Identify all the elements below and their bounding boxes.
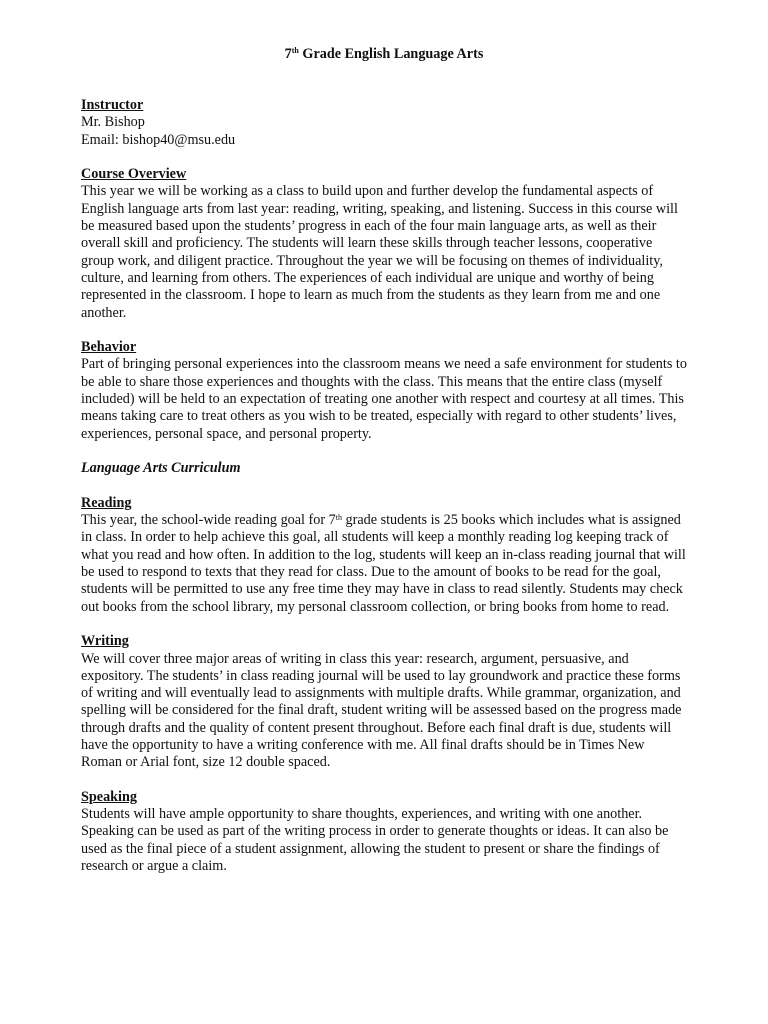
course-overview-paragraph: This year we will be working as a class to build upon and further develop the fundamental aspects of English language arts from last year: reading, writing, speaking, and listening. Success in this course will be measured based upon the students’ progress in each of the four main language arts, as well as their overall skill and proficiency. The students will learn these skills through teacher lessons, cooperative group work, and diligent practice. Throughout the year we will be focusing on themes of individuality, culture, and learning from others. The experiences of each individual are unique and worthy of being represented in the classroom. I hope to learn as much from the students as they learn from me and one another. bbox=[81, 183, 678, 321]
reading-text-start: This year, the school-wide reading goal for 7 bbox=[81, 512, 336, 529]
writing-heading: Writing bbox=[81, 633, 129, 650]
title-grade-suffix: th bbox=[291, 46, 299, 55]
title-text: Grade English Language Arts bbox=[298, 46, 484, 62]
document-title bbox=[0, 44, 768, 64]
behavior-heading: Behavior bbox=[81, 339, 137, 356]
reading-text-rest: grade students is 25 books which includes what is assigned in class. In order to help achieve this goal, all students will keep a monthly reading log keeping track of what you read and how often. In addition to the log, students will keep an in-class reading journal that will be used to respond to texts that they read for class. Due to the amount of books to be read for the goal, students will be permitted to use any free time they may have in class to read silently. Students may check out books from the school library, my personal classroom collection, or bring books from home to read. bbox=[81, 512, 686, 615]
spacer bbox=[81, 322, 687, 339]
speaking-heading: Speaking bbox=[81, 788, 137, 805]
spacer bbox=[81, 478, 687, 495]
speaking-paragraph: Students will have ample opportunity to share thoughts, experiences, and writing with one another. Speaking can be used as part of the writing process in order to generate thoughts or ideas. It can also be used as the final piece of a student assignment, allowing the student to present or share the findings of research or argue a claim. bbox=[81, 806, 669, 875]
spacer bbox=[81, 443, 687, 460]
instructor-name: Mr. Bishop bbox=[81, 114, 145, 131]
writing-section bbox=[81, 633, 687, 771]
instructor-heading: Instructor bbox=[81, 97, 144, 113]
behavior-paragraph: Part of bringing personal experiences into the classroom means we need a safe environment for students to be able to share those experiences and thoughts with the class. This means that the entire class (myself included) will be held to an expectation of treating one another with respect and courtesy at all times. This means taking care to treat others as you wish to be treated, especially with regard to other students’ lives, experiences, personal space, and personal property. bbox=[81, 356, 687, 442]
spacer bbox=[81, 149, 687, 166]
document-body bbox=[81, 97, 687, 875]
title-grade-number: 7 bbox=[284, 46, 292, 62]
writing-paragraph: We will cover three major areas of writing in class this year: research, argument, persuasive, and expository. The students’ in class reading journal will be used to lay groundwork and practice these forms of writing and will eventually lead to assignments with multiple drafts. While grammar, organization, and spelling will be considered for the final draft, student writing will be assessed based on the progress made through drafts and the quality of content present throughout. Before each final draft is due, students will have the opportunity to have a writing conference with me. All final drafts should be in Times New Roman or Arial font, size 12 double spaced. bbox=[81, 650, 682, 771]
course-overview-section bbox=[81, 166, 687, 322]
spacer bbox=[81, 772, 687, 789]
course-overview-heading: Course Overview bbox=[81, 166, 187, 183]
reading-grade-suffix: th bbox=[335, 513, 342, 523]
curriculum-heading: Language Arts Curriculum bbox=[81, 460, 241, 477]
behavior-section bbox=[81, 339, 687, 443]
speaking-section bbox=[81, 789, 687, 875]
reading-section bbox=[81, 495, 687, 616]
instructor-email: Email: bishop40@msu.edu bbox=[81, 131, 236, 148]
spacer bbox=[81, 616, 687, 633]
reading-heading: Reading bbox=[81, 494, 132, 511]
instructor-section bbox=[81, 97, 687, 149]
reading-paragraph bbox=[81, 512, 687, 616]
